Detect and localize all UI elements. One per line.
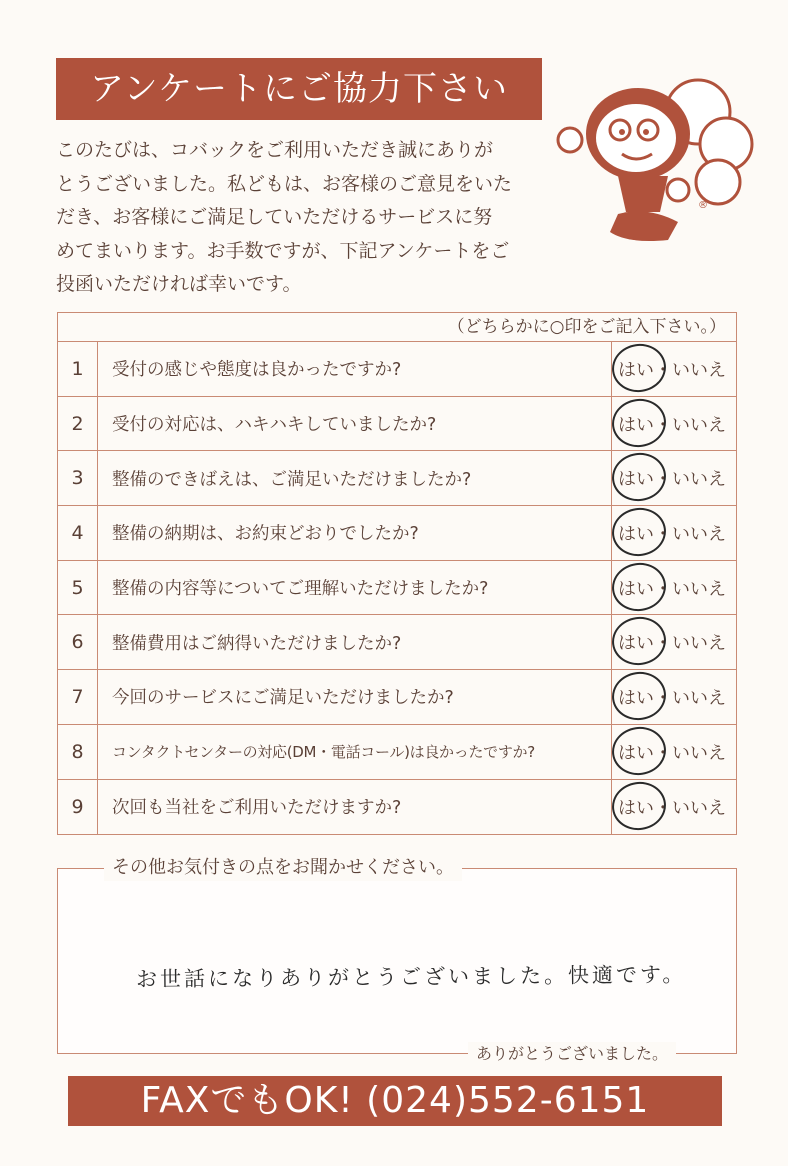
- answer-yes[interactable]: はい: [618, 411, 654, 437]
- answer-yes[interactable]: はい: [618, 575, 654, 601]
- question-number: 5: [58, 561, 98, 615]
- question-row: [58, 670, 736, 725]
- question-number: 7: [58, 670, 98, 724]
- question-number: 8: [58, 725, 98, 779]
- question-row: [58, 451, 736, 506]
- question-text: 整備の納期は、お約束どおりでしたか?: [112, 524, 419, 545]
- answer-no[interactable]: いいえ: [672, 414, 726, 436]
- answer-options: はい ・ いいえ: [611, 342, 736, 396]
- svg-text:®: ®: [698, 200, 708, 211]
- answer-yes[interactable]: はい: [618, 520, 654, 546]
- answer-yes[interactable]: はい: [618, 684, 654, 710]
- survey-instruction: （どちらかに○印をご記入下さい。）: [58, 313, 736, 342]
- question-row: [58, 780, 736, 835]
- question-text: 受付の対応は、ハキハキしていましたか?: [112, 415, 437, 436]
- comments-label: その他お気付きの点をお聞かせください。: [104, 855, 462, 881]
- question-row: [58, 397, 736, 452]
- question-text: 整備のできばえは、ご満足いただけましたか?: [112, 469, 472, 490]
- answer-options: はい ・ いいえ: [611, 615, 736, 669]
- question-row: [58, 506, 736, 561]
- question-number: 2: [58, 397, 98, 451]
- answer-options: はい ・ いいえ: [611, 670, 736, 724]
- intro-line: このたびは、コバックをご利用いただき誠にありが: [56, 139, 494, 161]
- answer-no[interactable]: いいえ: [672, 523, 726, 545]
- answer-no[interactable]: いいえ: [672, 469, 726, 491]
- question-row: [58, 342, 736, 397]
- intro-line: 投函いただければ幸いです。: [56, 273, 302, 295]
- answer-yes[interactable]: はい: [618, 465, 654, 491]
- answer-options: はい ・ いいえ: [611, 725, 736, 779]
- answer-no[interactable]: いいえ: [672, 633, 726, 655]
- answer-options: はい ・ いいえ: [611, 561, 736, 615]
- answer-no[interactable]: いいえ: [672, 797, 726, 819]
- question-text: 今回のサービスにご満足いただけましたか?: [112, 688, 454, 709]
- answer-options: はい ・ いいえ: [611, 451, 736, 505]
- intro-line: めてまいります。お手数ですが、下記アンケートをご: [56, 239, 510, 262]
- handwritten-comment: お世話になりありがとうございました。快適です。: [135, 962, 687, 992]
- answer-options: はい ・ いいえ: [611, 780, 736, 835]
- answer-no[interactable]: いいえ: [672, 359, 726, 381]
- intro-text: [56, 134, 556, 302]
- question-row: [58, 561, 736, 616]
- thanks-text: ありがとうございました。: [468, 1042, 676, 1066]
- question-number: 4: [58, 506, 98, 560]
- answer-yes[interactable]: はい: [618, 629, 654, 655]
- mascot-illustration: [548, 72, 758, 252]
- answer-options: はい ・ いいえ: [611, 397, 736, 451]
- question-text: 次回も当社をご利用いただけますか?: [112, 798, 402, 819]
- question-row: [58, 725, 736, 780]
- question-text: 整備の内容等についてご理解いただけましたか?: [112, 579, 489, 600]
- survey-title: アンケートにご協力下さい: [56, 58, 542, 120]
- intro-line: だき、お客様にご満足していただけるサービスに努: [56, 206, 493, 228]
- answer-no[interactable]: いいえ: [672, 742, 726, 764]
- survey-table: [57, 312, 737, 835]
- question-number: 9: [58, 780, 98, 835]
- question-number: 6: [58, 615, 98, 669]
- answer-yes[interactable]: はい: [618, 356, 654, 382]
- answer-options: はい ・ いいえ: [611, 506, 736, 560]
- fax-number-banner: FAXでもOK! (024)552-6151: [68, 1076, 722, 1126]
- answer-yes[interactable]: はい: [618, 794, 654, 820]
- intro-line: とうございました。私どもは、お客様のご意見をいた: [56, 172, 513, 195]
- answer-no[interactable]: いいえ: [672, 687, 726, 709]
- comments-box[interactable]: [57, 857, 737, 1063]
- question-row: [58, 615, 736, 670]
- question-text: 受付の感じや態度は良かったですか?: [112, 360, 402, 381]
- question-text: 整備費用はご納得いただけましたか?: [112, 633, 402, 654]
- question-text: コンタクトセンターの対応(DM・電話コール)は良かったですか?: [112, 743, 535, 762]
- answer-no[interactable]: いいえ: [672, 578, 726, 600]
- answer-yes[interactable]: はい: [618, 739, 654, 765]
- question-number: 3: [58, 451, 98, 505]
- question-number: 1: [58, 342, 98, 396]
